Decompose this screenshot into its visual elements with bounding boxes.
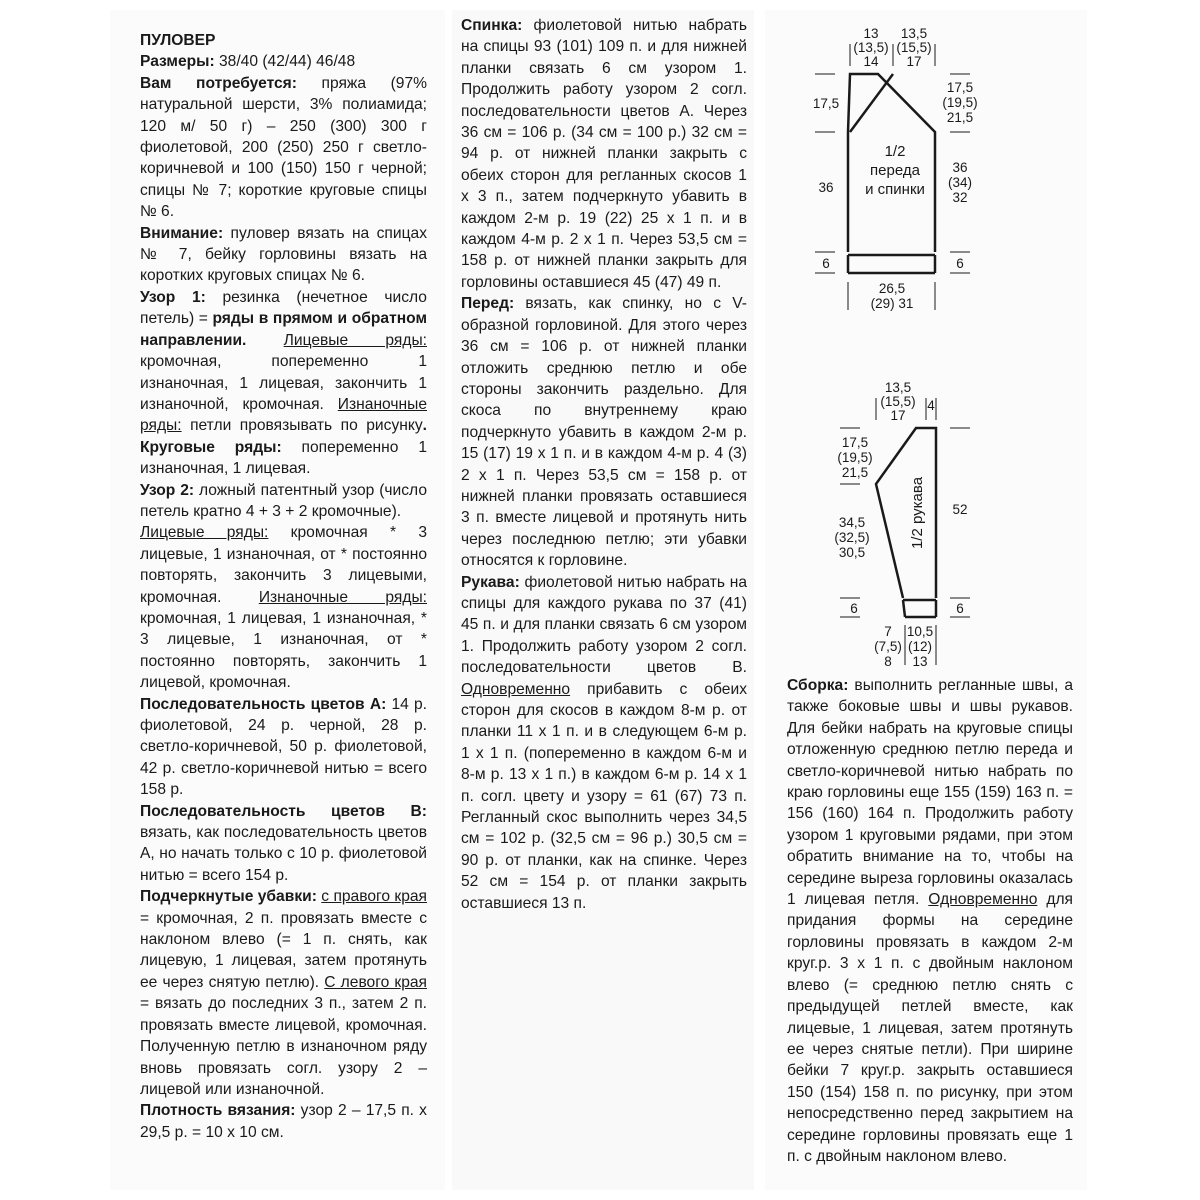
body-right-raglan-b: (19,5) — [942, 95, 978, 110]
decreases-right: = кромочная, 2 п. провязать вместе с наклоном влево (= 1 п. снять, как лицевую, 1 лицевая, затем протянуть ее через снятую петлю). — [140, 909, 427, 991]
pattern-2-value: ложный патентный узор (число петель кратно 4 + 3 + 2 кромочные). — [140, 481, 427, 520]
color-seq-b-label: Последовательность цветов В: — [140, 802, 427, 820]
pattern-1-back-label: Изнаночные ряды: — [140, 395, 427, 435]
attention-label: Внимание: — [140, 224, 224, 242]
body-width-b: (29) 31 — [870, 296, 914, 311]
body-right-raglan-a: 17,5 — [946, 80, 974, 95]
body-top-left-c: 14 — [863, 54, 879, 69]
body-label-c: и спинки — [865, 181, 925, 198]
pattern-2-back: кромочная, 1 лицевая, 1 изнаночная, * 3 лицевые, 1 изнаночная, от * постоянно повторять, закончить 1 лицевой, кромочная. — [140, 609, 427, 692]
body-hem-right: 6 — [956, 256, 964, 271]
decreases-label: Подчеркнутые убавки: — [140, 888, 317, 906]
sleeves-label: Рукава: — [461, 573, 520, 591]
assembly-simultaneously: Одновременно — [928, 891, 1038, 909]
body-hem-left: 6 — [822, 256, 830, 271]
pattern-2-label: Узор 2: — [140, 481, 195, 499]
sleeve-top-side: 4 — [927, 398, 935, 413]
body-left-height: 36 — [818, 180, 834, 195]
pattern-1-back: петли провязывать по рисунку — [181, 417, 423, 435]
sleeves-text-a: фиолетовой нитью набрать на спицы для каждого рукава по 37 (41) 45 п. и для планки связать 6 см узором 1. Продолжить работу узором 2 согл. последовательности цветов В. — [461, 573, 747, 677]
body-width-a: 26,5 — [878, 281, 906, 296]
body-right-raglan-c: 21,5 — [946, 110, 974, 125]
pattern-1-round: попеременно 1 изнаночная, 1 лицевая. — [140, 438, 427, 478]
sleeve-top-c: 17 — [890, 408, 906, 423]
decreases-right-label: с правого края — [321, 888, 427, 906]
sleeve-raglan-b: (19,5) — [837, 450, 873, 465]
body-label-a: 1/2 — [884, 143, 906, 160]
sleeves-simultaneously: Одновременно — [461, 680, 571, 698]
page-title: ПУЛОВЕР — [140, 32, 216, 49]
sleeve-top-a: 13,5 — [884, 380, 912, 395]
sleeve-diagram-labels — [834, 380, 967, 669]
body-right-height-a: 36 — [952, 160, 968, 175]
pattern-1-label: Узор 1: — [140, 288, 206, 306]
sleeve-hem-right: 6 — [956, 601, 964, 616]
sleeve-raglan-a: 17,5 — [841, 435, 869, 450]
sleeve-label: 1/2 рукава — [909, 476, 926, 550]
sleeve-outline — [876, 428, 936, 598]
body-top-left-b: (13,5) — [853, 40, 889, 55]
materials-label: Вам потребуется: — [140, 74, 297, 92]
body-top-right-c: 17 — [906, 54, 922, 69]
sizes-value: 38/40 (42/44) 46/48 — [214, 53, 356, 71]
sleeve-bottom-right-a: 10,5 — [906, 624, 934, 639]
pattern-1-dot: . — [422, 417, 427, 435]
back-label: Спинка: — [461, 17, 523, 34]
sleeve-bottom-left-a: 7 — [884, 624, 892, 639]
assembly-text-b: для придания формы на середине горловины провязать в каждом 2-м круг.р. 3 х 1 п. с двойным наклоном влево (= среднюю петлю снять с предыдущей петлей вместе, как лицевые, 1 лицевая, затем протянуть ее через снятые петли). При ширине бейки 7 круг.р. закрыть оставшиеся 150 (154) 158 п. по рисунку, при этом непосредственно перед закрытием на середине горловины провязать еще 1 п. с двойным наклоном влево. — [787, 891, 1073, 1165]
front-label: Перед: — [461, 295, 515, 313]
sleeve-bottom-left-b: (7,5) — [874, 639, 902, 654]
decreases-left-label: С левого края — [324, 973, 427, 991]
sleeve-top-b: (15,5) — [880, 394, 916, 409]
sleeve-hem-left: 6 — [850, 601, 858, 616]
body-top-right-b: (15,5) — [896, 40, 932, 55]
materials-value: пряжа (97% натуральной шерсти, 3% полиамида; 120 м/ 50 г) – 250 (300) 300 г фиолетовой, 200 (250) 250 г светло-коричневой и 100 (150) 150 г черной; спицы № 7; короткие круговые спицы № 6. — [140, 74, 428, 221]
pattern-1-face: кромочная, попеременно 1 изнаночная, 1 лицевая, закончить 1 изнаночной, кромочная. — [140, 353, 427, 413]
body-diagram-labels — [813, 26, 978, 311]
sleeve-side-b: (32,5) — [834, 530, 870, 545]
pattern-2-back-label: Изнаночные ряды: — [258, 588, 427, 606]
gauge-label: Плотность вязания: — [140, 1102, 296, 1120]
pattern-2-face: кромочная * 3 лицевые, 1 изнаночная, от * постоянно повторять, закончить 3 лицевыми, кромочная. — [140, 524, 427, 606]
pattern-1-bold: ряды в прямом и обратном направлении. — [140, 310, 427, 349]
color-seq-a-label: Последовательность цветов А: — [140, 695, 387, 713]
body-label-b: переда — [870, 162, 920, 179]
pattern-1-round-label: Круговые ряды: — [140, 438, 282, 456]
body-raglan-line — [850, 74, 893, 132]
front-value: вязать, как спинку, но с V-образной горловиной. Для этого через 36 см = 106 р. от нижней планки отложить среднюю петлю и обе стороны закончить раздельно. Для скоса по внутреннему краю подчеркнуто убавить в каждом 2-м р. 15 (17) 19 х 1 п. и в каждом 4-м р. 4 (3) 2 х 1 п. Через 53,5 см = 158 р. от нижней планки провязать оставшиеся 3 п. вместе лицевой и протянуть нить через последнюю петлю; эти убавки относятся к горловине. — [461, 295, 747, 570]
body-right-height-b: (34) — [947, 175, 973, 190]
sleeve-bottom-left-c: 8 — [884, 654, 892, 669]
sleeve-length: 52 — [952, 502, 968, 517]
assembly-text-a: выполнить регланные швы, а также боковые швы и швы рукавов. Для бейки набрать на круговые спицы отложенную среднюю петлю переда и светло-коричневой нитью набрать по краю горловины еще 155 (159) 163 п. = 156 (160) 164 п. Продолжить работу узором 1 круговыми рядами, при этом обратить внимание на то, чтобы на середине выреза горловины оказалась 1 лицевая петля. — [787, 677, 1073, 909]
sizes-label: Размеры: — [140, 53, 215, 71]
body-left-raglan: 17,5 — [812, 96, 840, 111]
attention-value: пуловер вязать на спицах № 7, бейку горловины вязать на коротких круговых спицах № 6. — [140, 224, 427, 285]
sleeve-bottom-right-b: (12) — [907, 639, 933, 654]
sleeve-bottom-right-c: 13 — [912, 654, 928, 669]
body-top-left-a: 13 — [863, 26, 879, 41]
color-seq-b-value: вязать, как последовательность цветов А, но начать только с 10 р. фиолетовой нитью = всего 154 р. — [140, 824, 427, 884]
pattern-1-text: резинка (нечетное число петель) = — [140, 288, 427, 328]
color-seq-a-value: 14 р. фиолетовой, 24 р. черной, 28 р. светло-коричневой, 50 р. фиолетовой, 42 р. светло-коричневой нитью = всего 158 р. — [140, 695, 427, 799]
assembly-label: Сборка: — [787, 677, 849, 694]
decreases-left: = вязать до последних 3 п., затем 2 п. провязать вместе лицевой, кромочная. Полученную петлю в изнаночном ряду вновь провязать согл. узору 2 – лицевой или изнаночной. — [140, 995, 427, 1098]
back-value: фиолетовой нитью набрать на спицы 93 (101) 109 п. и для нижней планки связать 6 см узором 1. Продолжить работу узором 2 согл. последовательности цветов А. Через 36 см = 106 р. (34 см = 100 р.) 32 см = 94 р. от нижней планки закрыть с обеих сторон для регланных скосов 1 х 3 п., затем подчеркнуто убавить в каждом 2-м р. 19 (22) 25 х 1 п. и в каждом 4-м р. 2 х 1 п. Через 53,5 см = 158 р. от нижней планки закрыть для горловины оставшиеся 45 (47) 49 п. — [461, 17, 747, 291]
body-right-height-c: 32 — [952, 190, 968, 205]
pattern-1-face-label: Лицевые ряды: — [283, 331, 427, 349]
gauge-value: узор 2 – 17,5 п. х 29,5 р. = 10 х 10 см. — [140, 1102, 427, 1141]
sleeve-side-c: 30,5 — [838, 545, 866, 560]
sleeve-side-a: 34,5 — [838, 515, 866, 530]
sleeves-text-b: прибавить с обеих сторон для скосов в каждом 8-м р. от планки 11 х 1 п. и в следующем 6-м р. 1 х 1 п. (попеременно в каждом 6-м и 8-м р. 13 х 1 п.) в каждом 6-м р. 14 х 1 п. согл. цвету и узору = 61 (67) 73 п. Регланный скос выполнить через 34,5 см = 102 р. (32,5 см = 96 р.) 30,5 см = 90 р. от планки, как на спинке. Через 52 см = 154 р. от планки закрыть оставшиеся 13 п. — [461, 680, 747, 912]
sleeve-raglan-c: 21,5 — [841, 465, 869, 480]
pattern-2-face-label: Лицевые ряды: — [140, 524, 269, 542]
body-top-right-a: 13,5 — [900, 26, 928, 41]
